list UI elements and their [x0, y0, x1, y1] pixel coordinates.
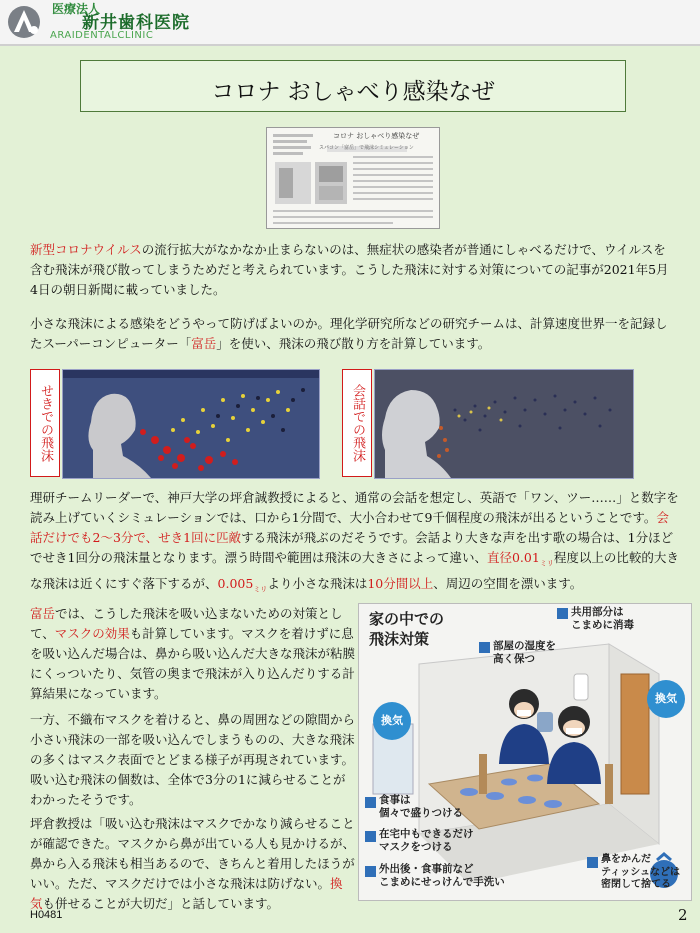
cough-simulation-image — [62, 369, 320, 479]
unit-mm-1: ミリ — [539, 559, 554, 568]
sim-text-e: 程度以上の比較的大きな飛沫は近くにすぐ落下するが、 — [30, 550, 679, 591]
highlight-diameter: 直径0.01 — [486, 550, 540, 565]
tip-humidity: 部屋の湿度を 高く保つ — [493, 640, 556, 665]
talk-simulation-graphic — [375, 370, 633, 478]
tip-wash-icon — [365, 866, 376, 877]
mask-effect-paragraph — [30, 604, 355, 704]
sim-text-i: 、周辺の空間を漂います。 — [433, 575, 583, 591]
fugaku-paragraph — [30, 314, 670, 354]
ventilation-bubble-left — [373, 702, 411, 740]
tip-shared-icon — [557, 608, 568, 619]
professor-quote-paragraph — [30, 814, 355, 914]
document-code: H0481 — [30, 909, 63, 921]
tip-tissue-icon — [587, 857, 598, 868]
title-box — [80, 60, 626, 112]
clinic-header — [0, 0, 700, 46]
tip-tissue: 鼻をかんだ ティッシュなどは 密閉して捨てる — [601, 854, 680, 890]
newspaper-clipping — [266, 127, 440, 229]
tip-mask-icon — [365, 831, 376, 842]
clinic-corp-label: 医療法人 — [52, 2, 101, 16]
infographic-title-1: 家の中での — [369, 610, 445, 628]
tip-humidity-icon — [479, 642, 490, 653]
clinic-logo-icon — [6, 4, 42, 40]
tip-handwash: 外出後・食事前など こまめにせっけんで手洗い — [379, 863, 505, 888]
term-new-corona: 新型コロナウイルス — [30, 242, 142, 257]
clinic-name-en: ARAIDENTALCLINIC — [50, 30, 154, 41]
clipping-headline: コロナ おしゃべり感染なぜ — [333, 132, 420, 140]
intro-paragraph — [30, 240, 670, 300]
clinic-name: 新井歯科医院 — [82, 13, 190, 33]
simulation-result-paragraph — [30, 488, 680, 599]
ventilation-label-left: 換気 — [381, 714, 403, 727]
clipping-subhead: スパコン「富岳」で飛沫シミュレーション — [319, 145, 414, 151]
nonwoven-mask-paragraph: 一方、不織布マスクを着けると、鼻の周囲などの隙間から小さい飛沫の一部を吸い込んでしまうものの、大きな飛沫の多くはマスク表面でとどまる様子が再現されています。吸い込む飛沫の個数は、全体で3分の1に減らせることがわかったそうです。 — [30, 712, 356, 807]
mask-text-b: では、こうした飛沫を吸い込まないための対策として、 — [30, 606, 343, 641]
mask-text-d: も計算しています。マスクを着けずに息を吸い込んだ場合は、鼻から吸い込んだ大きな飛沫が粘膜にくっついたり、気管の奥まで飛沫が入り込んだりする計算結果になっています。 — [30, 626, 356, 701]
ventilation-bubble-right — [647, 680, 685, 718]
tip-plates-icon — [365, 797, 376, 808]
tip-plates: 食事は 個々で盛りつける — [379, 794, 463, 819]
term-fugaku-2: 富岳 — [30, 606, 56, 621]
cough-simulation-graphic — [63, 370, 319, 478]
intro-text: の流行拡大がなかなか止まらないのは、無症状の感染者が普通にしゃべるだけで、ウイルスを含む飛沫が飛び散ってしまうためだと考えられています。こうした飛沫に対する対策についての記事が2021年5月4日の朝日新聞に載っていました。 — [30, 242, 669, 297]
fugaku-text-a: 小さな飛沫による感染をどうやって防げばよいのか。理化学研究所などの研究チームは、計算速度世界一を記録したスーパーコンピューター「 — [30, 316, 668, 351]
highlight-small-size: 0.005 — [217, 575, 254, 591]
highlight-talk-equals-cough: 会話だけでも2～3分で、せき1回に匹敵 — [30, 510, 669, 545]
page-title: コロナ おしゃべり感染なぜ — [211, 79, 495, 105]
fugaku-text-b: 」を使い、飛沫の飛び散り方を計算しています。 — [216, 336, 491, 351]
talk-simulation-image — [374, 369, 634, 479]
sim-text-g: より小さな飛沫は — [267, 575, 368, 591]
newspaper-clipping-image — [267, 128, 439, 228]
tip-shared-surfaces: 共用部分は こまめに消毒 — [571, 606, 634, 631]
home-droplet-infographic — [358, 603, 692, 901]
term-ventilation: 換気 — [30, 876, 343, 911]
ventilation-label-right: 換気 — [655, 692, 677, 705]
quote-text-c: も併せることが大切だ」と話しています。 — [42, 896, 280, 911]
term-fugaku: 富岳 — [191, 336, 217, 351]
sim-text-c: する飛沫が飛ぶのだそうです。会話より大きな声を出す歌の場合は、1分ほどでせき1回分の飛沫量となります。漂う時間や範囲は飛沫の大きさによって違い、 — [30, 530, 674, 565]
header-divider — [0, 44, 700, 46]
talk-sim-label: 会話での飛沫 — [342, 369, 372, 477]
sim-text-a: 理研チームリーダーで、神戸大学の坪倉誠教授によると、通常の会話を想定し、英語で「ワン、ツー……」と数字を読み上げていくシミュレーションでは、口から1分間で、大小合わせて9千個程度の飛沫が出るということです。 — [30, 490, 679, 525]
tip-mask: 在宅中もできるだけ マスクをつける — [379, 828, 474, 853]
infographic-title-2: 飛沫対策 — [369, 630, 430, 648]
highlight-duration: 10分間以上 — [367, 575, 434, 591]
quote-text-a: 坪倉教授は「吸い込む飛沫はマスクでかなり減らせることが確認できた。マスクから鼻が出ている人も見かけるが、鼻から入る飛沫も相当あるので、きちんと着用したほうがいい。ただ、マスクだけでは小さな飛沫は防げない。 — [30, 816, 356, 891]
cough-sim-label: せきでの飛沫 — [30, 369, 60, 477]
unit-mm-2: ミリ — [253, 585, 268, 593]
term-mask-effect: マスクの効果 — [54, 626, 130, 641]
page-number: 2 — [678, 906, 688, 924]
